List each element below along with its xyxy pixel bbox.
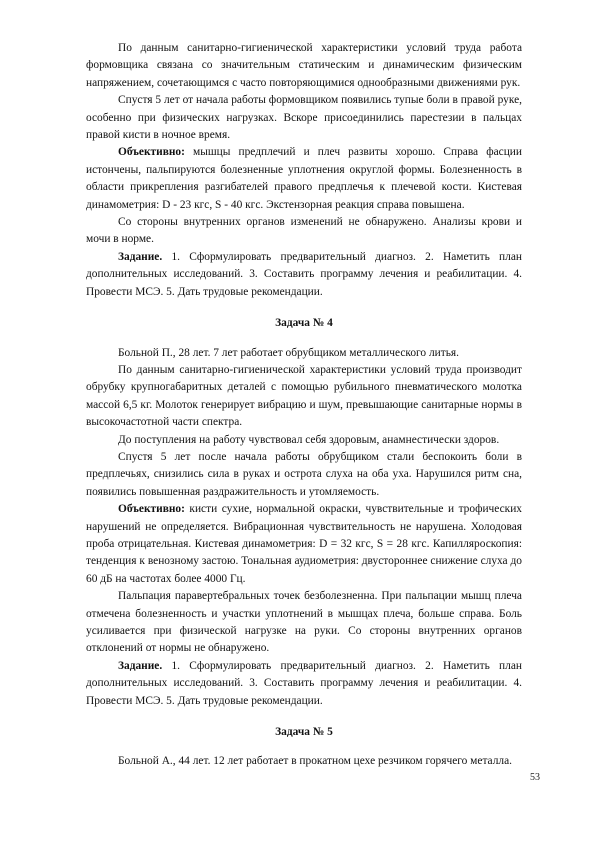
task3-paragraph-organs: Со стороны внутренних органов изменений не обнаружено. Анализы крови и мочи в норме. bbox=[86, 216, 522, 246]
task4-paragraph-symptoms: Спустя 5 лет после начала работы обрубщиком стали беспокоить боли в предплечьях, снизились сила в руках и острота слуха на оба уха. Нарушился ритм сна, появились повышенная раздражительность и утомляемость. bbox=[86, 450, 522, 498]
task3-paragraph-conditions: По данным санитарно-гигиенической характеристики условий труда работа формовщика связана со значительным статическим и динамическим физическим напряжением, сочетающимся с часто повторяющимися однообразными движениями рук. bbox=[86, 42, 522, 89]
objective-label: Объективно: bbox=[118, 146, 185, 159]
task3-paragraph-objective bbox=[86, 144, 522, 214]
task3-paragraph-symptoms: Спустя 5 лет от начала работы формовщиком появились тупые боли в правой руке, особенно при физических нагрузках. Вскоре присоединились парестезии в пальцах правой кисти в ночное время. bbox=[86, 94, 522, 142]
document-page bbox=[86, 40, 522, 771]
objective-text: мышцы предплечий и плеч развиты хорошо. Справа фасции истончены, пальпируются болезненные уплотнения округлой формы. Болезненность в области прикрепления разгибателей правого предплечья к плечевой кости. Кистевая динамометрия: D - 23 кгс, S - 40 кгс. Экстензорная реакция справа повышена. bbox=[86, 146, 522, 211]
task5-heading: Задача № 5 bbox=[275, 726, 333, 739]
task4-paragraph-conditions: По данным санитарно-гигиенической характеристики условий труда производит обрубку крупногабаритных деталей с помощью рубильного пневматического молотка массой 6,5 кг. Молоток генерирует вибрацию и шум, превышающие санитарные нормы в высокочастотной части спектра. bbox=[86, 363, 522, 429]
page-number: 53 bbox=[530, 772, 540, 783]
task4-paragraph-objective bbox=[86, 501, 522, 588]
assignment-label: Задание. bbox=[118, 250, 163, 263]
task4-paragraph-patient: Больной П., 28 лет. 7 лет работает обрубщиком металлического литья. bbox=[118, 346, 459, 359]
assignment-text: 1. Сформулировать предварительный диагноз. 2. Наметить план дополнительных исследований. 3. Составить программу лечения и реабилитации. 4. Провести МСЭ. 5. Дать трудовые рекомендации. bbox=[86, 659, 522, 707]
task3-paragraph-assignment bbox=[86, 249, 522, 301]
assignment-label: Задание. bbox=[118, 659, 163, 672]
assignment-text: 1. Сформулировать предварительный диагноз. 2. Наметить план дополнительных исследований. 3. Составить программу лечения и реабилитации. 4. Провести МСЭ. 5. Дать трудовые рекомендации. bbox=[86, 250, 522, 298]
task4-paragraph-history: До поступления на работу чувствовал себя здоровым, анамнестически здоров. bbox=[118, 433, 500, 446]
objective-label: Объективно: bbox=[118, 503, 185, 516]
task5-paragraph-patient: Больной А., 44 лет. 12 лет работает в прокатном цехе резчиком горячего металла. bbox=[118, 755, 512, 768]
task4-paragraph-palpation: Пальпация паравертебральных точек безболезненна. При пальпации мышц плеча отмечена болезненность и участки уплотнений в мышцах плеча, больше справа. Боль усиливается при физической нагрузке на руки. Со стороны внутренних органов отклонений от нормы не обнаружено. bbox=[86, 590, 522, 655]
task4-heading: Задача № 4 bbox=[275, 317, 333, 330]
objective-text: кисти сухие, нормальной окраски, чувствительные и трофических нарушений не определяется. Вибрационная чувствительность не нарушена. Холодовая проба отрицательная. Кистевая динамометрия: D = 32 кгс, S = 28 кгс. Капилляроскопия: тенденция к венозному застою. Тональная аудиометрия: двустороннее снижение слуха до 60 дБ на частотах более 4000 Гц. bbox=[86, 503, 522, 585]
task4-paragraph-assignment bbox=[86, 658, 522, 710]
